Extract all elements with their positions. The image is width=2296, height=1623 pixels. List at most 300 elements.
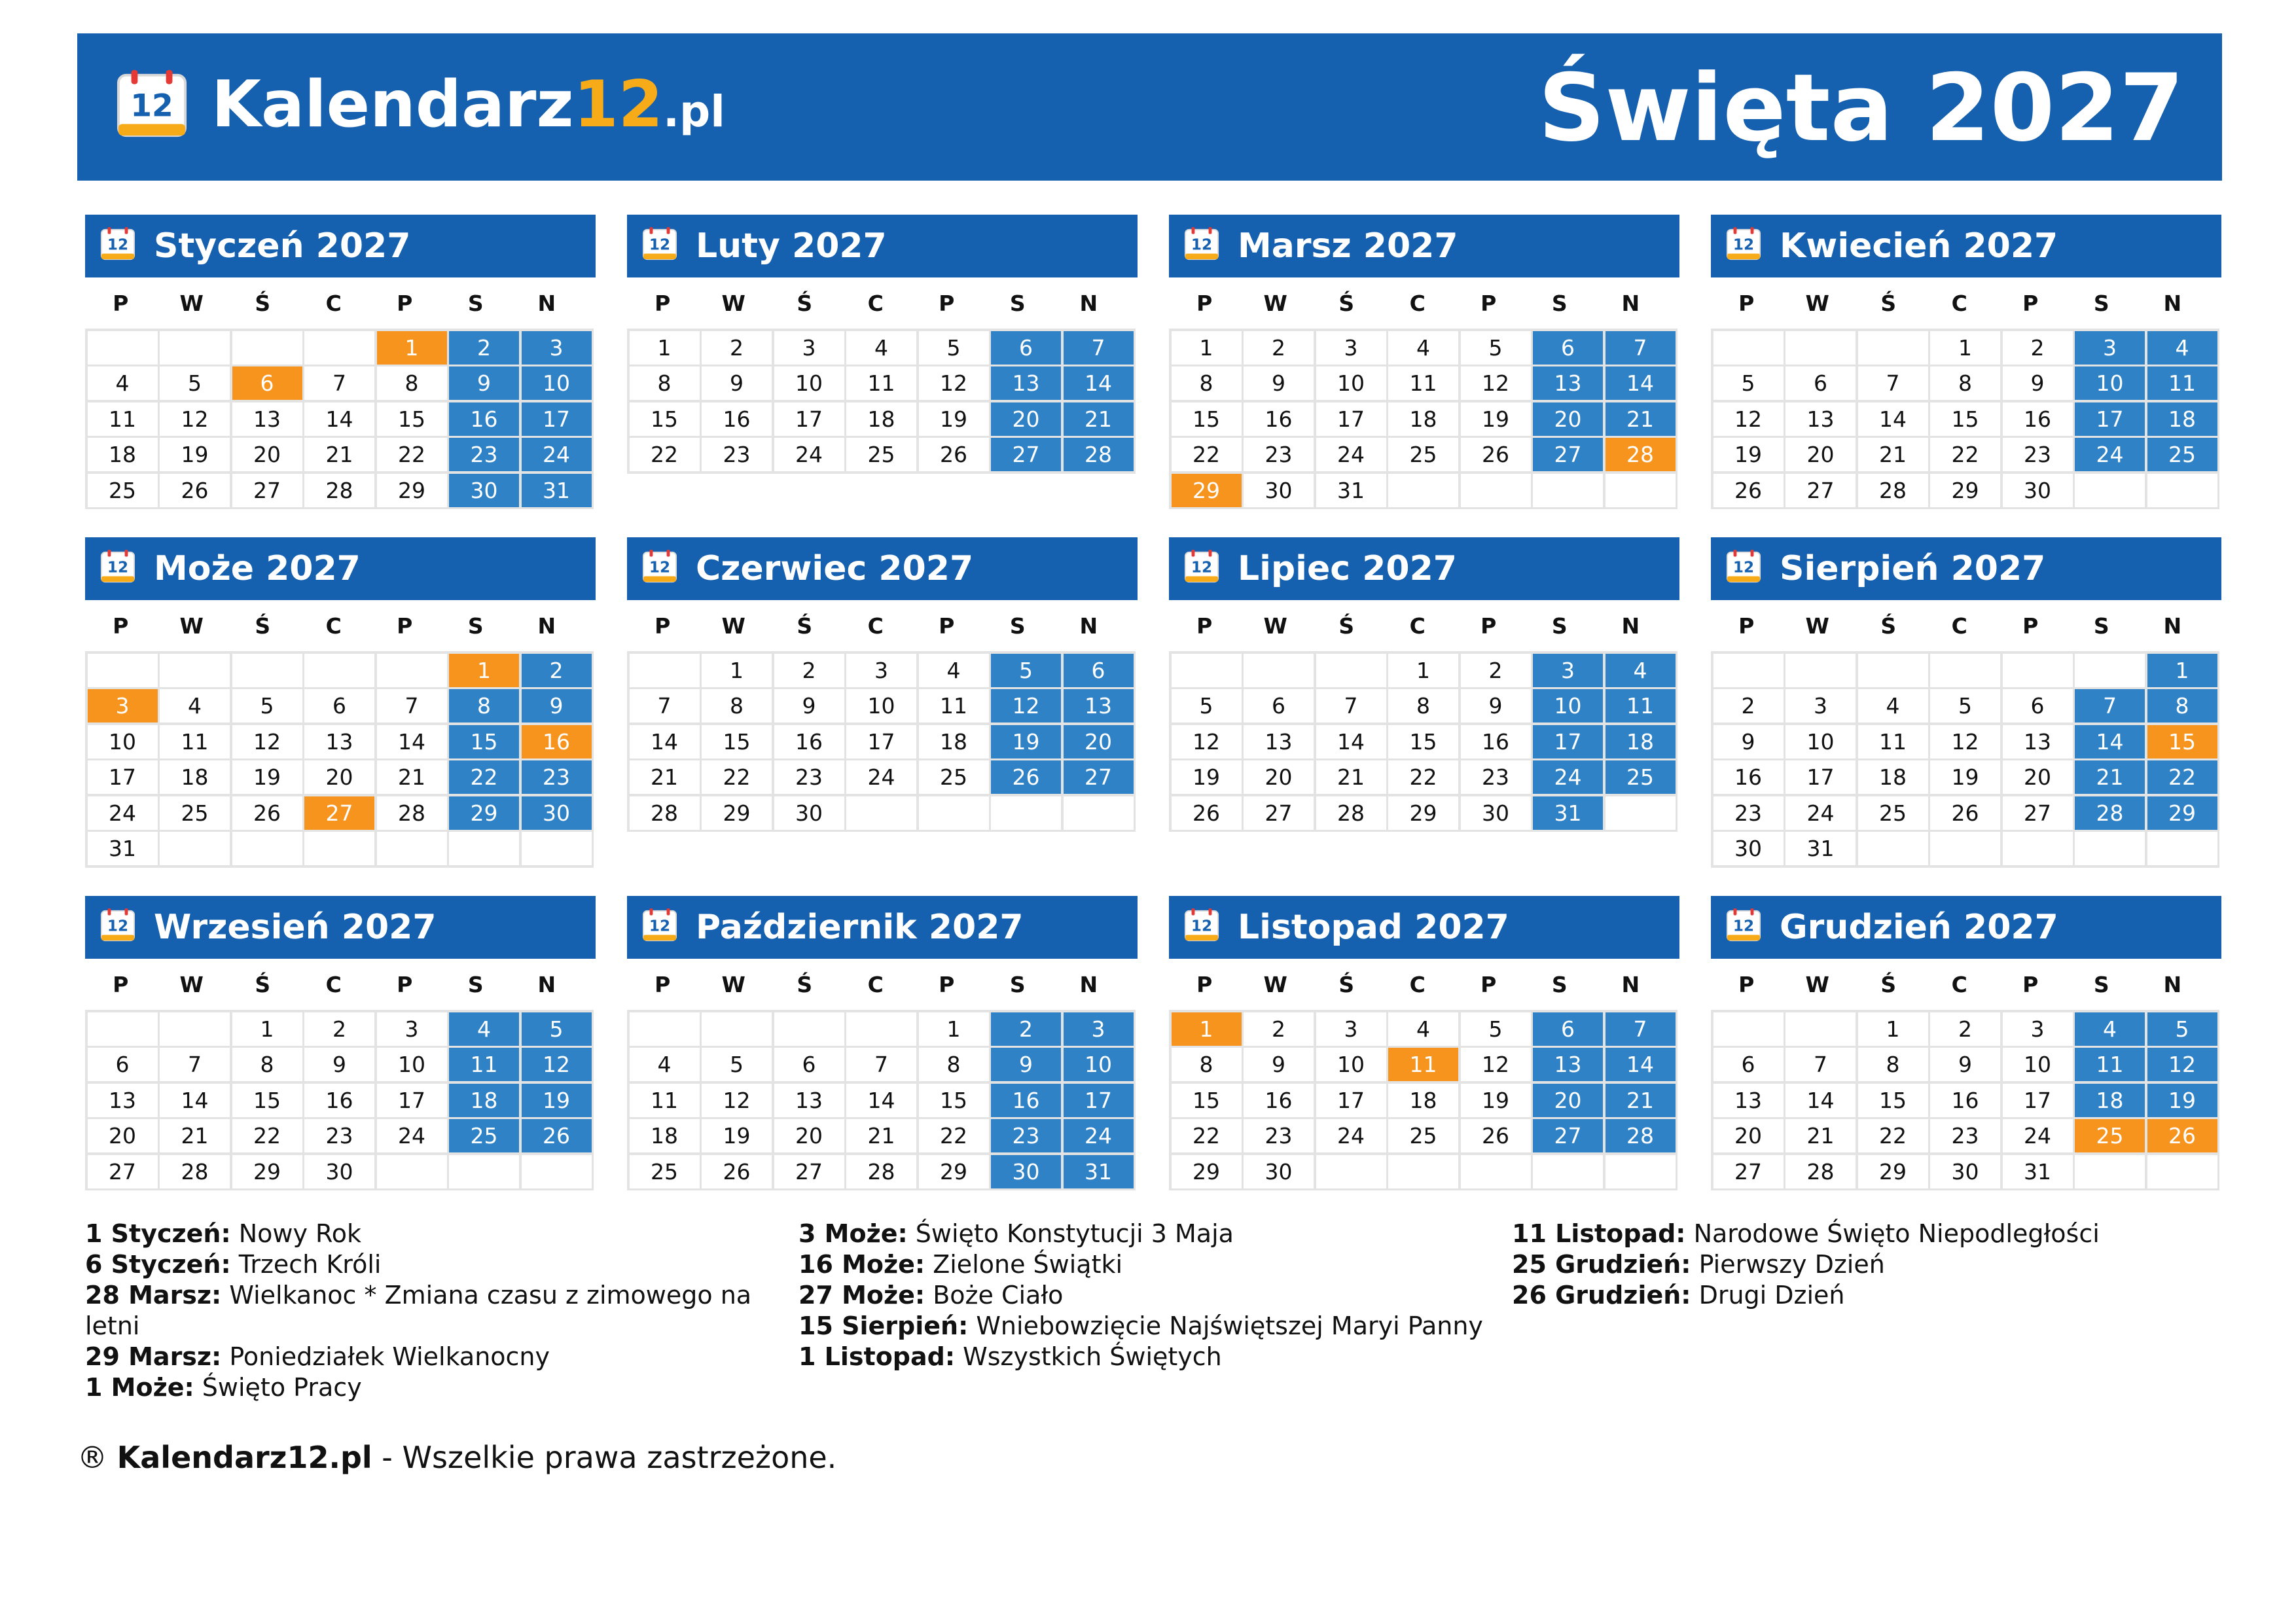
weekday-label: P <box>1738 290 1755 316</box>
day-cell: 23 <box>774 760 844 794</box>
day-cell: 23 <box>1930 1119 2000 1152</box>
day-cell: 22 <box>1172 438 1242 471</box>
weekday-label: N <box>1621 971 1640 997</box>
weekend-day-cell: 9 <box>522 689 592 722</box>
day-cell: 30 <box>1244 1155 1314 1188</box>
day-cell: 11 <box>630 1084 700 1117</box>
empty-day-cell <box>1858 331 1928 365</box>
weekend-day-cell: 6 <box>1533 1012 1603 1046</box>
weekday-label: C <box>1409 971 1426 997</box>
day-cell: 3 <box>2003 1012 2073 1046</box>
holiday-name: Święto Pracy <box>202 1373 362 1402</box>
day-cell: 14 <box>630 725 700 758</box>
empty-day-cell <box>522 1155 592 1188</box>
day-cell: 16 <box>1713 760 1784 794</box>
holiday-day-cell: 11 <box>1388 1048 1458 1081</box>
weekday-label: C <box>1409 613 1426 639</box>
month-title: Czerwiec 2027 <box>696 549 974 588</box>
day-cell: 5 <box>1930 689 2000 722</box>
weekday-label: N <box>2163 290 2182 316</box>
day-cell: 30 <box>304 1155 374 1188</box>
month-header <box>627 537 1138 600</box>
weekday-label: P <box>113 971 129 997</box>
day-cell: 19 <box>1713 438 1784 471</box>
day-cell: 27 <box>2003 796 2073 830</box>
day-cell: 4 <box>919 654 989 687</box>
day-cell: 27 <box>232 474 302 507</box>
day-cell: 18 <box>1388 1084 1458 1117</box>
weekday-label: Ś <box>1338 290 1355 316</box>
month-title: Sierpień 2027 <box>1780 549 2046 588</box>
weekday-label: W <box>1805 971 1829 997</box>
day-cell: 25 <box>1858 796 1928 830</box>
day-cell: 15 <box>919 1084 989 1117</box>
day-grid <box>1711 651 2219 868</box>
day-cell: 14 <box>304 402 374 436</box>
day-cell: 13 <box>304 725 374 758</box>
month-header <box>627 215 1138 277</box>
day-cell: 25 <box>1388 1119 1458 1152</box>
day-cell: 18 <box>88 438 158 471</box>
calendar-icon <box>1725 226 1762 262</box>
weekday-label: P <box>1196 971 1213 997</box>
day-cell: 5 <box>1461 331 1531 365</box>
weekday-label: N <box>2163 613 2182 639</box>
weekday-label: N <box>1079 613 1098 639</box>
holiday-date: 1 Styczeń: <box>85 1219 231 1248</box>
day-cell: 8 <box>1388 689 1458 722</box>
day-cell: 8 <box>1172 1048 1242 1081</box>
day-cell: 26 <box>1172 796 1242 830</box>
empty-day-cell <box>160 1012 230 1046</box>
day-cell: 16 <box>1930 1084 2000 1117</box>
day-cell: 8 <box>377 366 447 400</box>
svg-text:12: 12 <box>107 236 129 254</box>
day-cell: 14 <box>1858 402 1928 436</box>
weekend-day-cell: 11 <box>1605 689 1676 722</box>
weekend-day-cell: 4 <box>1605 654 1676 687</box>
day-cell: 20 <box>232 438 302 471</box>
weekend-day-cell: 27 <box>1533 1119 1603 1152</box>
day-cell: 29 <box>1388 796 1458 830</box>
day-cell: 4 <box>160 689 230 722</box>
day-cell: 26 <box>1461 438 1531 471</box>
day-cell: 4 <box>630 1048 700 1081</box>
day-cell: 18 <box>919 725 989 758</box>
weekday-label: P <box>1480 290 1497 316</box>
calendar-logo-icon <box>114 69 190 141</box>
logo-wordmark[interactable]: Kalendarz12.pl <box>211 67 725 142</box>
day-cell: 21 <box>1316 760 1386 794</box>
day-cell: 7 <box>1316 689 1386 722</box>
empty-day-cell <box>1858 832 1928 865</box>
day-cell: 22 <box>1858 1119 1928 1152</box>
day-cell: 26 <box>160 474 230 507</box>
day-cell: 22 <box>377 438 447 471</box>
calendar-icon <box>99 908 136 943</box>
svg-text:12: 12 <box>1732 236 1755 254</box>
day-cell: 20 <box>304 760 374 794</box>
day-cell: 23 <box>1244 1119 1314 1152</box>
holiday-name: Pierwszy Dzień <box>1698 1250 1885 1279</box>
weekend-day-cell: 3 <box>1533 654 1603 687</box>
weekend-day-cell: 23 <box>449 438 519 471</box>
holiday-day-cell: 26 <box>2147 1119 2217 1152</box>
empty-day-cell <box>232 832 302 865</box>
month-title: Listopad 2027 <box>1238 908 1509 947</box>
day-cell: 9 <box>1713 725 1784 758</box>
svg-text:12: 12 <box>1191 918 1213 935</box>
day-cell: 24 <box>2003 1119 2073 1152</box>
footer-text: - Wszelkie prawa zastrzeżone. <box>372 1440 837 1475</box>
day-cell: 3 <box>1785 689 1856 722</box>
day-cell: 29 <box>377 474 447 507</box>
holiday-name: Wniebowzięcie Najświętszej Maryi Panny <box>976 1311 1483 1340</box>
day-cell: 21 <box>160 1119 230 1152</box>
weekend-day-cell: 10 <box>1064 1048 1134 1081</box>
day-cell: 23 <box>1461 760 1531 794</box>
month-title: Październik 2027 <box>696 908 1024 947</box>
day-cell: 11 <box>160 725 230 758</box>
svg-text:12: 12 <box>107 918 129 935</box>
holiday-day-cell: 1 <box>1172 1012 1242 1046</box>
empty-day-cell <box>1244 654 1314 687</box>
weekday-label: P <box>397 290 413 316</box>
day-cell: 29 <box>1930 474 2000 507</box>
weekday-header-row <box>85 600 596 651</box>
day-cell: 6 <box>774 1048 844 1081</box>
day-cell: 12 <box>1930 725 2000 758</box>
day-grid <box>85 651 594 868</box>
svg-text:12: 12 <box>1732 559 1755 577</box>
calendar-icon <box>1183 226 1220 262</box>
day-cell: 18 <box>1388 402 1458 436</box>
day-cell: 7 <box>1858 366 1928 400</box>
day-cell: 11 <box>919 689 989 722</box>
empty-day-cell <box>377 654 447 687</box>
day-cell: 7 <box>304 366 374 400</box>
day-cell: 21 <box>630 760 700 794</box>
holiday-note <box>798 1219 1492 1249</box>
empty-day-cell <box>846 1012 916 1046</box>
weekend-day-cell: 16 <box>991 1084 1061 1117</box>
calendar-icon <box>641 549 678 584</box>
day-cell: 22 <box>630 438 700 471</box>
day-cell: 7 <box>846 1048 916 1081</box>
holiday-day-cell: 6 <box>232 366 302 400</box>
weekend-day-cell: 10 <box>522 366 592 400</box>
weekday-label: N <box>2163 971 2182 997</box>
empty-day-cell <box>160 331 230 365</box>
day-cell: 9 <box>2003 366 2073 400</box>
weekday-label: W <box>721 290 745 316</box>
holiday-day-cell: 15 <box>2147 725 2217 758</box>
empty-day-cell <box>2075 474 2145 507</box>
month-title: Luty 2027 <box>696 226 887 266</box>
day-cell: 24 <box>1316 1119 1386 1152</box>
day-cell: 5 <box>232 689 302 722</box>
weekend-day-cell: 18 <box>449 1084 519 1117</box>
holiday-day-cell: 25 <box>2075 1119 2145 1152</box>
weekend-day-cell: 12 <box>991 689 1061 722</box>
empty-day-cell <box>160 654 230 687</box>
weekday-label: W <box>1263 613 1287 639</box>
weekend-day-cell: 14 <box>1605 366 1676 400</box>
weekday-label: N <box>1621 290 1640 316</box>
day-cell: 11 <box>1388 366 1458 400</box>
empty-day-cell <box>1388 474 1458 507</box>
day-cell: 26 <box>1930 796 2000 830</box>
weekday-header-row <box>627 277 1138 329</box>
day-cell: 24 <box>846 760 916 794</box>
day-cell: 13 <box>1785 402 1856 436</box>
weekday-label: N <box>1079 290 1098 316</box>
registered-symbol: ® <box>77 1440 107 1475</box>
day-cell: 26 <box>1713 474 1784 507</box>
empty-day-cell <box>88 1012 158 1046</box>
month-calendar <box>85 537 596 868</box>
month-header <box>1711 896 2221 959</box>
day-cell: 28 <box>160 1155 230 1188</box>
weekday-label: W <box>179 613 204 639</box>
calendar-icon <box>1183 549 1220 584</box>
month-title: Lipiec 2027 <box>1238 549 1457 588</box>
day-cell: 5 <box>1172 689 1242 722</box>
weekday-label: S <box>2093 613 2109 639</box>
day-cell: 30 <box>2003 474 2073 507</box>
empty-day-cell <box>1064 796 1134 830</box>
weekend-day-cell: 5 <box>991 654 1061 687</box>
weekday-label: P <box>939 971 955 997</box>
day-cell: 9 <box>1930 1048 2000 1081</box>
weekend-day-cell: 20 <box>1533 402 1603 436</box>
day-cell: 10 <box>774 366 844 400</box>
weekend-day-cell: 23 <box>991 1119 1061 1152</box>
weekend-day-cell: 22 <box>449 760 519 794</box>
day-cell: 31 <box>1785 832 1856 865</box>
weekday-label: Ś <box>255 971 271 997</box>
weekday-label: P <box>2022 971 2039 997</box>
weekend-day-cell: 7 <box>1605 331 1676 365</box>
calendar-icon <box>99 549 136 584</box>
weekday-header-row <box>1711 600 2221 651</box>
weekday-header-row <box>85 277 596 329</box>
weekday-label: Ś <box>255 290 271 316</box>
weekday-label: S <box>467 613 484 639</box>
month-title: Może 2027 <box>154 549 361 588</box>
footer-brand[interactable]: Kalendarz12.pl <box>117 1440 372 1475</box>
weekend-day-cell: 20 <box>1533 1084 1603 1117</box>
weekday-label: P <box>655 290 671 316</box>
day-cell: 25 <box>88 474 158 507</box>
day-cell: 6 <box>304 689 374 722</box>
day-cell: 9 <box>1461 689 1531 722</box>
day-cell: 2 <box>1244 1012 1314 1046</box>
day-cell: 4 <box>88 366 158 400</box>
empty-day-cell <box>1461 474 1531 507</box>
weekend-day-cell: 30 <box>449 474 519 507</box>
day-cell: 29 <box>919 1155 989 1188</box>
weekend-day-cell: 17 <box>1533 725 1603 758</box>
weekend-day-cell: 13 <box>1533 366 1603 400</box>
day-cell: 17 <box>1785 760 1856 794</box>
svg-text:12: 12 <box>1191 559 1213 577</box>
copyright-footer <box>77 1440 836 1475</box>
weekend-day-cell: 21 <box>2075 760 2145 794</box>
weekday-label: P <box>113 290 129 316</box>
day-cell: 29 <box>1858 1155 1928 1188</box>
day-cell: 11 <box>88 402 158 436</box>
weekday-label: W <box>1805 290 1829 316</box>
weekend-day-cell: 17 <box>2075 402 2145 436</box>
weekday-label: P <box>397 971 413 997</box>
day-cell: 22 <box>232 1119 302 1152</box>
day-cell: 5 <box>160 366 230 400</box>
empty-day-cell <box>1388 1155 1458 1188</box>
weekend-day-cell: 7 <box>1605 1012 1676 1046</box>
holiday-date: 6 Styczeń: <box>85 1250 231 1279</box>
weekday-label: C <box>867 290 884 316</box>
empty-day-cell <box>1713 1012 1784 1046</box>
weekend-day-cell: 28 <box>1064 438 1134 471</box>
weekday-label: P <box>113 613 129 639</box>
svg-text:12: 12 <box>130 88 173 124</box>
weekday-label: W <box>1263 971 1287 997</box>
day-cell: 2 <box>1244 331 1314 365</box>
weekend-day-cell: 30 <box>991 1155 1061 1188</box>
day-cell: 17 <box>88 760 158 794</box>
weekend-day-cell: 17 <box>522 402 592 436</box>
weekday-label: C <box>1951 290 1967 316</box>
day-grid <box>627 1010 1136 1190</box>
weekday-label: N <box>537 613 556 639</box>
weekend-day-cell: 4 <box>449 1012 519 1046</box>
day-cell: 16 <box>1244 402 1314 436</box>
weekend-day-cell: 31 <box>1064 1155 1134 1188</box>
day-cell: 12 <box>1461 1048 1531 1081</box>
weekend-day-cell: 30 <box>522 796 592 830</box>
holiday-name: Poniedziałek Wielkanocny <box>229 1342 550 1371</box>
weekend-day-cell: 28 <box>1605 1119 1676 1152</box>
day-cell: 2 <box>2003 331 2073 365</box>
weekday-header-row <box>1169 959 1679 1010</box>
empty-day-cell <box>1713 654 1784 687</box>
day-cell: 30 <box>1930 1155 2000 1188</box>
empty-day-cell <box>2147 832 2217 865</box>
empty-day-cell <box>88 654 158 687</box>
day-cell: 13 <box>1713 1084 1784 1117</box>
day-cell: 14 <box>160 1084 230 1117</box>
weekday-label: C <box>1951 971 1967 997</box>
svg-text:12: 12 <box>107 559 129 577</box>
holiday-name: Wielkanoc * Zmiana czasu z zimowego na letni <box>85 1281 752 1340</box>
day-cell: 7 <box>630 689 700 722</box>
holiday-day-cell: 3 <box>88 689 158 722</box>
calendar-icon <box>1725 908 1762 943</box>
day-cell: 22 <box>1930 438 2000 471</box>
day-cell: 23 <box>702 438 772 471</box>
day-cell: 14 <box>1316 725 1386 758</box>
day-cell: 12 <box>232 725 302 758</box>
holiday-date: 16 Może: <box>798 1250 925 1279</box>
holiday-name: Zielone Świątki <box>933 1250 1123 1279</box>
weekend-day-cell: 18 <box>2147 402 2217 436</box>
header-banner <box>77 33 2222 181</box>
day-cell: 20 <box>774 1119 844 1152</box>
weekday-label: W <box>721 613 745 639</box>
weekend-day-cell: 10 <box>1533 689 1603 722</box>
day-cell: 23 <box>1244 438 1314 471</box>
day-cell: 5 <box>1461 1012 1531 1046</box>
day-cell: 20 <box>1244 760 1314 794</box>
weekend-day-cell: 4 <box>2147 331 2217 365</box>
weekday-header-row <box>627 600 1138 651</box>
weekday-label: S <box>467 290 484 316</box>
empty-day-cell <box>2075 1155 2145 1188</box>
day-cell: 26 <box>1461 1119 1531 1152</box>
day-cell: 12 <box>160 402 230 436</box>
day-cell: 9 <box>304 1048 374 1081</box>
calendar-icon <box>641 226 678 262</box>
empty-day-cell <box>449 832 519 865</box>
empty-day-cell <box>774 1012 844 1046</box>
holiday-day-cell: 1 <box>377 331 447 365</box>
weekday-label: Ś <box>1880 290 1897 316</box>
weekday-label: P <box>1480 971 1497 997</box>
day-cell: 13 <box>2003 725 2073 758</box>
day-cell: 10 <box>88 725 158 758</box>
empty-day-cell <box>304 832 374 865</box>
empty-day-cell <box>630 1012 700 1046</box>
weekday-label: P <box>939 613 955 639</box>
day-cell: 1 <box>232 1012 302 1046</box>
empty-day-cell <box>2003 832 2073 865</box>
month-title: Kwiecień 2027 <box>1780 226 2058 266</box>
day-grid <box>1169 1010 1677 1190</box>
month-calendar <box>627 537 1138 832</box>
holiday-date: 1 Listopad: <box>798 1342 956 1371</box>
month-title: Grudzień 2027 <box>1780 908 2058 947</box>
holiday-date: 28 Marsz: <box>85 1281 222 1310</box>
empty-day-cell <box>1785 654 1856 687</box>
weekday-label: Ś <box>797 290 813 316</box>
day-grid <box>1711 1010 2219 1190</box>
calendar-icon <box>1725 549 1762 584</box>
month-calendar <box>627 215 1138 474</box>
month-title: Marsz 2027 <box>1238 226 1458 266</box>
weekend-day-cell: 3 <box>1064 1012 1134 1046</box>
holiday-date: 29 Marsz: <box>85 1342 222 1371</box>
weekday-label: C <box>1951 613 1967 639</box>
day-cell: 19 <box>919 402 989 436</box>
holiday-notes-col-2 <box>798 1219 1492 1372</box>
weekday-label: S <box>1551 290 1568 316</box>
day-cell: 10 <box>1316 1048 1386 1081</box>
weekend-day-cell: 24 <box>2075 438 2145 471</box>
day-cell: 3 <box>1316 1012 1386 1046</box>
day-cell: 14 <box>1785 1084 1856 1117</box>
day-cell: 23 <box>1713 796 1784 830</box>
holiday-note <box>798 1249 1492 1280</box>
day-cell: 17 <box>1316 1084 1386 1117</box>
weekend-day-cell: 2 <box>991 1012 1061 1046</box>
day-cell: 21 <box>304 438 374 471</box>
day-cell: 29 <box>1172 1155 1242 1188</box>
weekday-label: P <box>1196 613 1213 639</box>
weekend-day-cell: 28 <box>2075 796 2145 830</box>
weekday-label: Ś <box>797 971 813 997</box>
weekend-day-cell: 31 <box>1533 796 1603 830</box>
